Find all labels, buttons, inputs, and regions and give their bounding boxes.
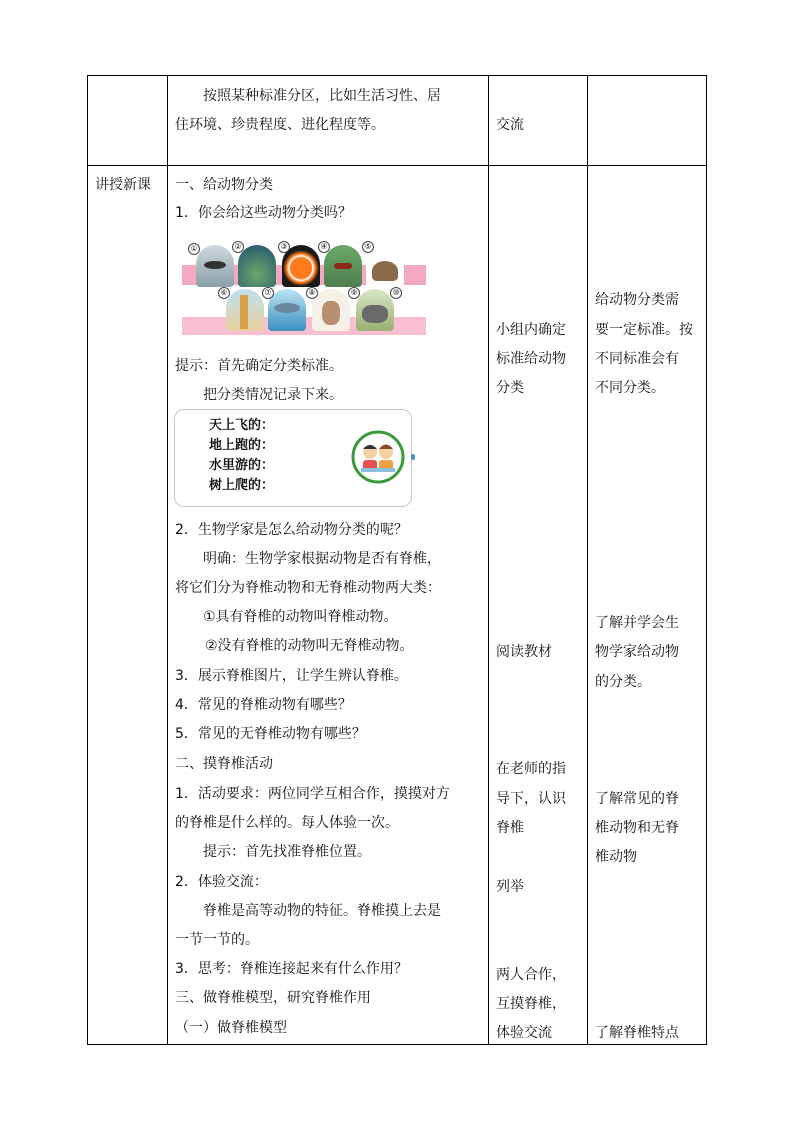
table-border-left bbox=[87, 75, 88, 1045]
student-activity-d1: 列举 bbox=[496, 879, 524, 895]
col-divider-3 bbox=[587, 75, 588, 1045]
col-divider-2 bbox=[488, 75, 489, 1045]
table-border-right bbox=[706, 75, 707, 1045]
record-instruction: 把分类情况记录下来。 bbox=[203, 387, 343, 403]
design-intent-c2: 椎动物和无脊 bbox=[595, 820, 679, 836]
box-line-climb: 树上爬的： bbox=[209, 478, 275, 493]
activity-2-line3: 一节一节的。 bbox=[175, 932, 259, 948]
design-intent-a1: 给动物分类需 bbox=[595, 292, 679, 308]
activity-1-line2: 的脊椎是什么样的。每人体验一次。 bbox=[175, 815, 399, 831]
question-1: 1．你会给这些动物分类吗？ bbox=[175, 205, 352, 221]
cat-picture bbox=[312, 289, 350, 331]
question-5: 5．常见的无脊椎动物有哪些？ bbox=[175, 726, 366, 742]
children-illustration bbox=[351, 430, 407, 484]
student-activity-c1: 在老师的指 bbox=[496, 761, 566, 777]
peacock-picture bbox=[238, 245, 276, 287]
student-activity-b1: 阅读教材 bbox=[496, 644, 552, 660]
section-3-heading: 三、做脊椎模型，研究脊椎作用 bbox=[175, 990, 371, 1006]
hint-1: 提示：首先确定分类标准。 bbox=[175, 358, 343, 374]
design-intent-b2: 物学家给动物 bbox=[595, 644, 679, 660]
clarify-line1: 明确：生物学家根据动物是否有脊椎， bbox=[203, 551, 441, 567]
classification-worksheet-box bbox=[174, 409, 412, 507]
clarify-item-1: ①具有脊椎的动物叫脊椎动物。 bbox=[203, 609, 398, 625]
animal-number: ⑨ bbox=[348, 287, 360, 299]
table-border-bottom bbox=[87, 1044, 707, 1045]
question-4: 4．常见的脊椎动物有哪些？ bbox=[175, 697, 352, 713]
animal-number: ⑤ bbox=[362, 241, 374, 253]
section-1-heading: 一、给动物分类 bbox=[175, 177, 273, 193]
section-2-heading: 二、摸脊椎活动 bbox=[175, 756, 273, 772]
clarify-item-2: ②没有脊椎的动物叫无脊椎动物。 bbox=[205, 638, 414, 654]
student-activity-a2: 标准给动物 bbox=[496, 351, 566, 367]
animal-number: ⑧ bbox=[306, 287, 318, 299]
design-intent-b3: 的分类。 bbox=[595, 674, 651, 690]
question-2: 2．生物学家是怎么给动物分类的呢？ bbox=[175, 522, 408, 538]
design-intent-d1: 了解脊椎特点 bbox=[595, 1025, 679, 1041]
row1-student-activity: 交流 bbox=[496, 117, 524, 133]
row1-content-line1: 按照某种标准分区，比如生活习性、居 bbox=[203, 88, 441, 104]
row-divider bbox=[87, 165, 707, 166]
design-intent-a3: 不同标准会有 bbox=[595, 351, 679, 367]
stage-label: 讲授新课 bbox=[95, 177, 151, 193]
table-border-top bbox=[87, 75, 707, 76]
clarify-line2: 将它们分为脊椎动物和无脊椎动物两大类： bbox=[175, 580, 441, 596]
student-activity-e2: 互摸脊椎， bbox=[496, 996, 566, 1012]
box-line-fly: 天上飞的： bbox=[209, 418, 275, 433]
design-intent-a2: 要一定标准。按 bbox=[595, 322, 693, 338]
student-activity-e1: 两人合作， bbox=[496, 967, 566, 983]
box-edge-dot bbox=[411, 454, 415, 460]
animal-number: ① bbox=[188, 243, 200, 255]
box-line-run: 地上跑的： bbox=[209, 438, 275, 453]
animal-number: ⑩ bbox=[390, 287, 402, 299]
student-activity-c3: 脊椎 bbox=[496, 820, 524, 836]
student-activity-a1: 小组内确定 bbox=[496, 322, 566, 338]
student-activity-e3: 体验交流 bbox=[496, 1025, 552, 1041]
activity-2-line2: 脊椎是高等动物的特征。脊椎摸上去是 bbox=[203, 903, 441, 919]
animal-number: ④ bbox=[318, 241, 330, 253]
animal-number: ② bbox=[232, 241, 244, 253]
section-3-sub: （一）做脊椎模型 bbox=[175, 1020, 287, 1036]
student-activity-a3: 分类 bbox=[496, 380, 524, 396]
student-activity-c2: 导下，认识 bbox=[496, 791, 566, 807]
col-divider-1 bbox=[167, 75, 168, 1045]
row1-content-line2: 住环境、珍贵程度、进化程度等。 bbox=[175, 117, 385, 133]
design-intent-c1: 了解常见的脊 bbox=[595, 791, 679, 807]
question-think: 3．思考：脊椎连接起来有什么作用？ bbox=[175, 961, 408, 977]
giraffe-picture bbox=[226, 289, 264, 331]
animal-number: ③ bbox=[278, 241, 290, 253]
activity-2: 2．体验交流： bbox=[175, 874, 268, 890]
box-line-swim: 水里游的： bbox=[209, 458, 275, 473]
animal-picture-strip bbox=[182, 241, 426, 337]
hint-2: 提示：首先找准脊椎位置。 bbox=[203, 844, 371, 860]
question-3: 3．展示脊椎图片，让学生辨认脊椎。 bbox=[175, 668, 408, 684]
animal-number: ⑦ bbox=[262, 287, 274, 299]
animal-number: ⑥ bbox=[218, 287, 230, 299]
design-intent-c3: 椎动物 bbox=[595, 849, 637, 865]
dolphin-picture bbox=[268, 289, 306, 331]
design-intent-b1: 了解并学会生 bbox=[595, 615, 679, 631]
activity-1-line1: 1．活动要求：两位同学互相合作，摸摸对方 bbox=[175, 786, 450, 802]
ant-picture bbox=[324, 245, 362, 287]
design-intent-a4: 不同分类。 bbox=[595, 380, 665, 396]
bird-picture bbox=[196, 245, 234, 287]
elephant-picture bbox=[356, 289, 394, 331]
